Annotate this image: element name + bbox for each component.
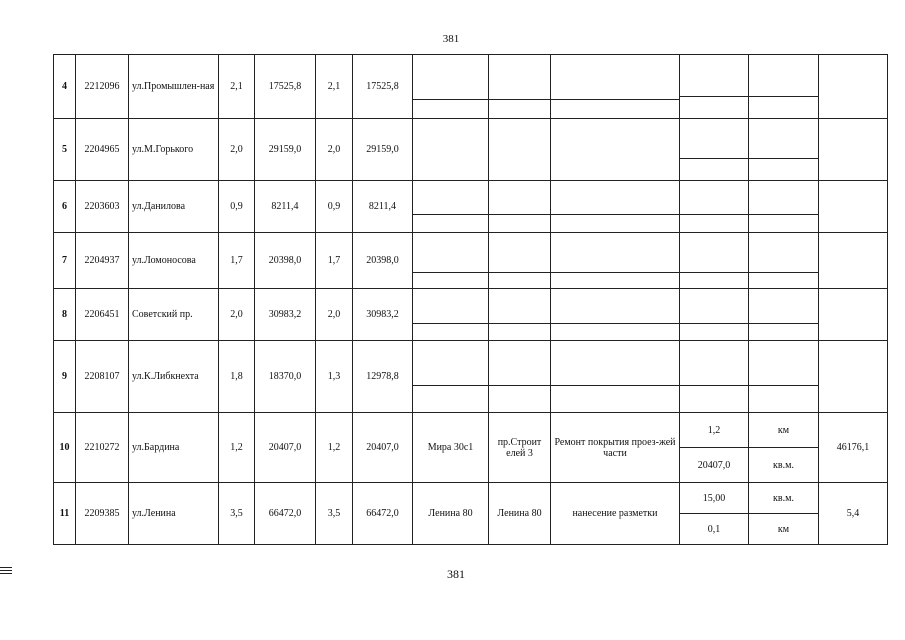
- area-repair: 17525,8: [353, 55, 413, 119]
- volume-value: 0,1: [707, 523, 721, 535]
- area-repair: 66472,0: [353, 483, 413, 545]
- empty-cell: [749, 119, 819, 181]
- work-type: Ремонт покрытия проез-жей части: [551, 413, 680, 483]
- table-row: [54, 413, 888, 483]
- length-repair: 3,5: [316, 483, 353, 545]
- empty-cell: [489, 55, 551, 119]
- empty-cell: [819, 341, 888, 413]
- unit-cell: [749, 483, 819, 545]
- row-number: 5: [54, 119, 76, 181]
- length-total: 2,0: [219, 119, 255, 181]
- empty-cell: [819, 289, 888, 341]
- length-total: 2,0: [219, 289, 255, 341]
- margin-marks: [0, 567, 12, 576]
- row-number: 6: [54, 181, 76, 233]
- empty-cell: [680, 119, 749, 181]
- length-total: 2,1: [219, 55, 255, 119]
- length-total: 1,7: [219, 233, 255, 289]
- length-repair: 2,0: [316, 289, 353, 341]
- road-code: 2209385: [76, 483, 129, 545]
- page-number-top: 381: [442, 33, 460, 45]
- row-number: 11: [54, 483, 76, 545]
- area-repair: 20398,0: [353, 233, 413, 289]
- empty-cell: [680, 55, 749, 119]
- table-row: [54, 119, 888, 181]
- section-start: Мира 30с1: [413, 413, 489, 483]
- length-repair: 2,1: [316, 55, 353, 119]
- road-code: 2204965: [76, 119, 129, 181]
- unit-cell: [749, 413, 819, 483]
- road-code: 2208107: [76, 341, 129, 413]
- section-end: пр.Строит елей 3: [489, 413, 551, 483]
- street-name: ул.Данилова: [129, 181, 219, 233]
- street-name: ул.Бардина: [129, 413, 219, 483]
- volume-value: 15,00: [680, 483, 748, 514]
- table-row: [54, 341, 888, 413]
- area-repair: 20407,0: [353, 413, 413, 483]
- length-repair: 1,7: [316, 233, 353, 289]
- volume-cell: [680, 413, 749, 483]
- empty-cell: [749, 341, 819, 413]
- empty-cell: [551, 233, 680, 289]
- length-total: 0,9: [219, 181, 255, 233]
- cost-value: 46176,1: [819, 413, 888, 483]
- empty-cell: [551, 55, 680, 119]
- road-code: 2210272: [76, 413, 129, 483]
- empty-cell: [551, 119, 680, 181]
- area-total: 30983,2: [255, 289, 316, 341]
- street-name: ул.Промышлен-ная: [129, 55, 219, 119]
- unit-label: км: [749, 413, 818, 448]
- work-type: нанесение разметки: [551, 483, 680, 545]
- empty-cell: [489, 341, 551, 413]
- table-row: [54, 55, 888, 119]
- empty-cell: [413, 341, 489, 413]
- street-name: ул.Ленина: [129, 483, 219, 545]
- empty-cell: [819, 55, 888, 119]
- empty-cell: [749, 233, 819, 289]
- row-number: 4: [54, 55, 76, 119]
- street-name: ул.М.Горького: [129, 119, 219, 181]
- area-total: 66472,0: [255, 483, 316, 545]
- area-total: 8211,4: [255, 181, 316, 233]
- empty-cell: [489, 233, 551, 289]
- empty-cell: [749, 181, 819, 233]
- area-total: 17525,8: [255, 55, 316, 119]
- unit-label: кв.м.: [749, 483, 818, 514]
- row-number: 7: [54, 233, 76, 289]
- area-repair: 12978,8: [353, 341, 413, 413]
- empty-cell: [819, 233, 888, 289]
- empty-cell: [413, 289, 489, 341]
- volume-cell: [680, 483, 749, 545]
- row-number: 10: [54, 413, 76, 483]
- empty-cell: [551, 181, 680, 233]
- empty-cell: [819, 181, 888, 233]
- area-total: 29159,0: [255, 119, 316, 181]
- area-repair: 30983,2: [353, 289, 413, 341]
- street-name: ул.К.Либкнехта: [129, 341, 219, 413]
- table-row: [54, 181, 888, 233]
- area-total: 20398,0: [255, 233, 316, 289]
- area-repair: 29159,0: [353, 119, 413, 181]
- length-total: 1,8: [219, 341, 255, 413]
- unit-label: км: [777, 523, 790, 535]
- table-row: [54, 233, 888, 289]
- empty-cell: [413, 181, 489, 233]
- empty-cell: [680, 289, 749, 341]
- empty-cell: [749, 55, 819, 119]
- length-repair: 2,0: [316, 119, 353, 181]
- volume-value: 20407,0: [697, 459, 731, 471]
- empty-cell: [551, 289, 680, 341]
- empty-cell: [819, 119, 888, 181]
- table-row: [54, 483, 888, 545]
- row-number: 9: [54, 341, 76, 413]
- street-name: ул.Ломоносова: [129, 233, 219, 289]
- empty-cell: [680, 181, 749, 233]
- unit-label: кв.м.: [773, 459, 794, 471]
- road-code: 2203603: [76, 181, 129, 233]
- length-repair: 1,3: [316, 341, 353, 413]
- page-number-bottom: 381: [447, 567, 465, 581]
- empty-cell: [749, 289, 819, 341]
- length-repair: 0,9: [316, 181, 353, 233]
- road-code: 2204937: [76, 233, 129, 289]
- road-repair-table: [53, 54, 888, 545]
- empty-cell: [489, 119, 551, 181]
- table-row: [54, 289, 888, 341]
- area-total: 20407,0: [255, 413, 316, 483]
- empty-cell: [489, 181, 551, 233]
- area-repair: 8211,4: [353, 181, 413, 233]
- empty-cell: [489, 289, 551, 341]
- length-repair: 1,2: [316, 413, 353, 483]
- length-total: 3,5: [219, 483, 255, 545]
- road-code: 2212096: [76, 55, 129, 119]
- empty-cell: [680, 341, 749, 413]
- empty-cell: [413, 119, 489, 181]
- row-number: 8: [54, 289, 76, 341]
- street-name: Советский пр.: [129, 289, 219, 341]
- empty-cell: [551, 341, 680, 413]
- area-total: 18370,0: [255, 341, 316, 413]
- empty-cell: [680, 233, 749, 289]
- section-start: Ленина 80: [413, 483, 489, 545]
- volume-value: 1,2: [680, 413, 748, 448]
- empty-cell: [413, 55, 489, 119]
- road-code: 2206451: [76, 289, 129, 341]
- empty-cell: [413, 233, 489, 289]
- section-end: Ленина 80: [489, 483, 551, 545]
- cost-value: 5,4: [819, 483, 888, 545]
- length-total: 1,2: [219, 413, 255, 483]
